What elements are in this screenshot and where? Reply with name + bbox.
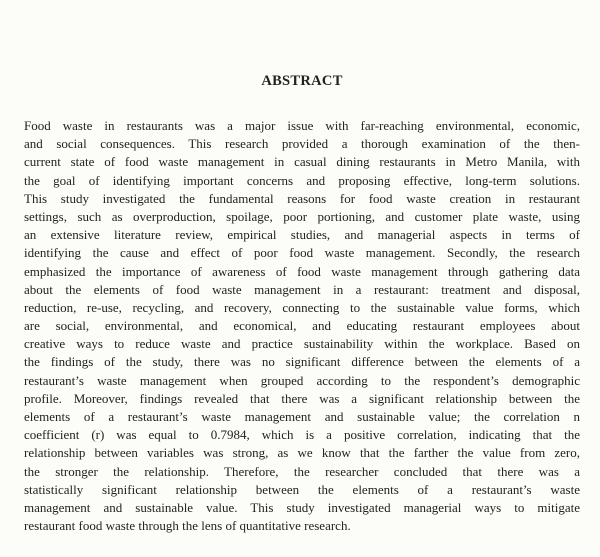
abstract-line: settings, such as overproduction, spoilage, poor portioning, and customer plate waste, using <box>24 208 580 224</box>
abstract-line: about the elements of food waste management in a restaurant: treatment and disposal, <box>24 281 580 297</box>
abstract-line: an extensive literature review, empirical studies, and managerial aspects in terms of <box>24 227 580 243</box>
abstract-line: coefficient (r) was equal to 0.7984, which is a positive correlation, indicating that the <box>24 427 580 443</box>
abstract-line: current state of food waste management in casual dining restaurants in Metro Manila, with <box>24 154 580 170</box>
abstract-line: statistically significant relationship between the elements of a restaurant’s waste <box>24 481 580 497</box>
abstract-heading: ABSTRACT <box>261 73 343 89</box>
abstract-line: restaurant food waste through the lens of quantitative research. <box>24 518 351 534</box>
abstract-line: are social, environmental, and economical, and educating restaurant employees about <box>24 318 580 334</box>
abstract-line: reduction, re-use, recycling, and recovery, connecting to the sustainable value forms, which <box>24 299 580 315</box>
abstract-line: profile. Moreover, findings revealed that there was a significant relationship between the <box>24 390 580 406</box>
abstract-line: restaurant’s waste management when grouped according to the respondent’s demographic <box>24 372 580 388</box>
abstract-line: the stronger the relationship. Therefore, the researcher concluded that there was a <box>24 463 580 479</box>
abstract-line: identifying the cause and effect of poor food waste management. Secondly, the research <box>24 245 580 261</box>
abstract-line: creative ways to reduce waste and practice sustainability within the workplace. Based on <box>24 336 580 352</box>
abstract-line: This study investigated the fundamental reasons for food waste creation in restaurant <box>24 190 580 206</box>
abstract-line: Food waste in restaurants was a major issue with far-reaching environmental, economic, <box>24 118 580 133</box>
abstract-paragraph <box>24 117 580 535</box>
abstract-line: relationship between variables was strong, as we know that the farther the value from zero, <box>24 445 580 461</box>
abstract-line: elements of a restaurant’s waste management and sustainable value; the correlation n <box>24 409 580 424</box>
abstract-line: the goal of identifying important concerns and proposing effective, long-term solutions. <box>24 172 580 188</box>
abstract-line: management and sustainable value. This study investigated managerial ways to mitigate <box>24 499 580 515</box>
abstract-line: emphasized the importance of awareness of food waste management through gathering data <box>24 263 580 279</box>
abstract-line: and social consequences. This research provided a thorough examination of the then- <box>24 136 580 152</box>
abstract-line: the findings of the study, there was no significant difference between the elements of a <box>24 354 580 370</box>
